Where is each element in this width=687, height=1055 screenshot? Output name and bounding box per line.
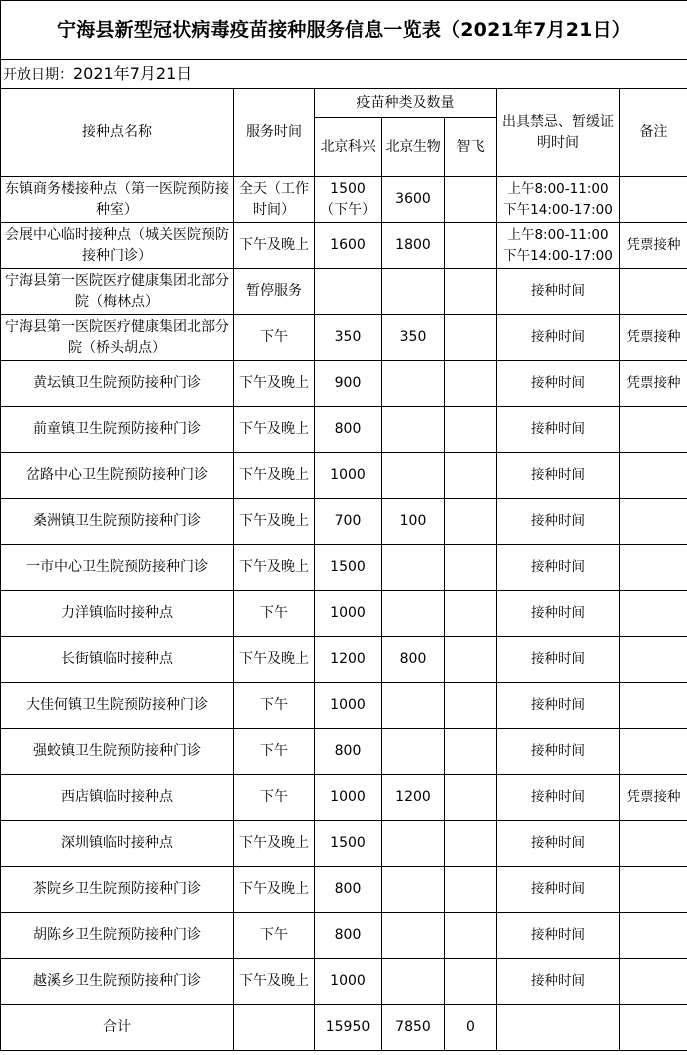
table-row [1,821,687,867]
cell-certificate-time: 上午8:00-11:00 下午14:00-17:00 [497,177,620,223]
cell-kexing: 1000 [315,453,382,499]
table-row [1,315,687,361]
cell-service-time: 下午 [234,683,315,729]
cell-remark [620,867,687,913]
cell-service-time: 下午及晚上 [234,361,315,407]
cell-shengwu [382,591,445,637]
cell-service-time: 全天（工作时间） [234,177,315,223]
cell-shengwu [382,867,445,913]
cell-certificate-time: 接种时间 [497,959,620,1005]
cell-shengwu [382,407,445,453]
cell-zhifei [445,683,497,729]
cell-kexing: 1000 [315,959,382,1005]
header-certificate-time: 出具禁忌、暂缓证明时间 [497,89,620,177]
cell-certificate-time: 接种时间 [497,499,620,545]
table-row [1,453,687,499]
cell-service-time: 下午及晚上 [234,867,315,913]
page-title: 宁海县新型冠状病毒疫苗接种服务信息一览表（2021年7月21日） [1,1,687,60]
cell-remark: 凭票接种 [620,775,687,821]
cell-service-time: 下午及晚上 [234,637,315,683]
cell-certificate-time: 接种时间 [497,591,620,637]
cell-zhifei [445,407,497,453]
cell-service-time: 下午及晚上 [234,545,315,591]
table-row [1,407,687,453]
table-row [1,591,687,637]
cell-shengwu: 1200 [382,775,445,821]
cell-zhifei [445,913,497,959]
cell-site-name: 力洋镇临时接种点 [1,591,234,637]
cell-kexing: 900 [315,361,382,407]
cell-service-time: 下午及晚上 [234,223,315,269]
cell-zhifei [445,637,497,683]
total-remark [620,1005,687,1051]
header-vaccine-kexing: 北京科兴 [315,118,382,177]
cell-shengwu [382,959,445,1005]
cell-service-time: 下午 [234,591,315,637]
cell-shengwu: 350 [382,315,445,361]
header-site-name: 接种点名称 [1,89,234,177]
cell-shengwu [382,361,445,407]
cell-site-name: 深圳镇临时接种点 [1,821,234,867]
cell-service-time: 下午 [234,913,315,959]
cell-site-name: 宁海县第一医院医疗健康集团北部分院（桥头胡点） [1,315,234,361]
header-row-1 [1,89,687,118]
cell-zhifei [445,223,497,269]
cell-kexing: 1200 [315,637,382,683]
cell-shengwu [382,545,445,591]
cell-shengwu [382,821,445,867]
total-certificate-time [497,1005,620,1051]
header-vaccine-group: 疫苗种类及数量 [315,89,497,118]
cell-zhifei [445,729,497,775]
cell-remark: 凭票接种 [620,315,687,361]
table-row [1,223,687,269]
cell-certificate-time: 接种时间 [497,637,620,683]
cell-remark [620,177,687,223]
cell-site-name: 大佳何镇卫生院预防接种门诊 [1,683,234,729]
header-vaccine-zhifei: 智飞 [445,118,497,177]
cell-site-name: 前童镇卫生院预防接种门诊 [1,407,234,453]
cell-site-name: 茶院乡卫生院预防接种门诊 [1,867,234,913]
cell-remark [620,821,687,867]
header-remark: 备注 [620,89,687,177]
cell-shengwu [382,269,445,315]
cell-zhifei [445,315,497,361]
cell-zhifei [445,821,497,867]
cell-site-name: 一市中心卫生院预防接种门诊 [1,545,234,591]
total-service-time [234,1005,315,1051]
cell-remark [620,407,687,453]
cell-remark [620,545,687,591]
cell-zhifei [445,591,497,637]
cell-certificate-time: 接种时间 [497,361,620,407]
cell-kexing: 800 [315,867,382,913]
cell-certificate-time: 接种时间 [497,545,620,591]
cell-service-time: 下午 [234,775,315,821]
cell-zhifei [445,959,497,1005]
cell-kexing: 1500 [315,545,382,591]
cell-kexing: 1500 [315,821,382,867]
cell-kexing: 700 [315,499,382,545]
cell-remark [620,683,687,729]
cell-shengwu [382,913,445,959]
table-row [1,775,687,821]
cell-kexing: 800 [315,729,382,775]
total-label: 合计 [1,1005,234,1051]
cell-site-name: 西店镇临时接种点 [1,775,234,821]
cell-certificate-time: 接种时间 [497,315,620,361]
header-vaccine-shengwu: 北京生物 [382,118,445,177]
cell-certificate-time: 接种时间 [497,867,620,913]
cell-zhifei [445,177,497,223]
total-row [1,1005,687,1051]
title-row [1,1,687,60]
cell-certificate-time: 上午8:00-11:00 下午14:00-17:00 [497,223,620,269]
cell-service-time: 下午及晚上 [234,453,315,499]
total-shengwu: 7850 [382,1005,445,1051]
cell-shengwu [382,453,445,499]
cell-site-name: 长街镇临时接种点 [1,637,234,683]
cell-service-time: 下午 [234,315,315,361]
cell-site-name: 会展中心临时接种点（城关医院预防接种门诊） [1,223,234,269]
header-service-time: 服务时间 [234,89,315,177]
table-row [1,959,687,1005]
cell-certificate-time: 接种时间 [497,269,620,315]
cell-site-name: 宁海县第一医院医疗健康集团北部分院（梅林点） [1,269,234,315]
table-row [1,361,687,407]
cell-remark: 凭票接种 [620,361,687,407]
cell-remark [620,959,687,1005]
cell-kexing: 1000 [315,683,382,729]
open-date-row [1,60,687,89]
cell-shengwu: 100 [382,499,445,545]
total-kexing: 15950 [315,1005,382,1051]
cell-certificate-time: 接种时间 [497,453,620,499]
cell-kexing: 1000 [315,775,382,821]
table-row [1,269,687,315]
cell-site-name: 黄坛镇卫生院预防接种门诊 [1,361,234,407]
table-row [1,683,687,729]
cell-shengwu: 3600 [382,177,445,223]
cell-certificate-time: 接种时间 [497,407,620,453]
cell-remark [620,499,687,545]
cell-remark [620,913,687,959]
cell-kexing: 1000 [315,591,382,637]
cell-zhifei [445,545,497,591]
cell-kexing: 800 [315,407,382,453]
cell-certificate-time: 接种时间 [497,775,620,821]
cell-zhifei [445,361,497,407]
cell-certificate-time: 接种时间 [497,913,620,959]
cell-service-time: 下午及晚上 [234,959,315,1005]
cell-service-time: 下午及晚上 [234,499,315,545]
cell-service-time: 下午及晚上 [234,821,315,867]
cell-site-name: 东镇商务楼接种点（第一医院预防接种室） [1,177,234,223]
cell-zhifei [445,775,497,821]
cell-remark [620,269,687,315]
cell-certificate-time: 接种时间 [497,821,620,867]
table-row [1,913,687,959]
cell-kexing: 350 [315,315,382,361]
cell-certificate-time: 接种时间 [497,729,620,775]
cell-remark [620,591,687,637]
table-row [1,729,687,775]
cell-zhifei [445,499,497,545]
cell-remark [620,729,687,775]
cell-site-name: 强蛟镇卫生院预防接种门诊 [1,729,234,775]
cell-service-time: 暂停服务 [234,269,315,315]
cell-shengwu [382,683,445,729]
cell-remark: 凭票接种 [620,223,687,269]
table-row [1,499,687,545]
table-row [1,545,687,591]
cell-kexing: 800 [315,913,382,959]
cell-kexing: 1500（下午） [315,177,382,223]
cell-kexing [315,269,382,315]
open-date-label: 开放日期： [3,66,73,83]
table-row [1,867,687,913]
cell-shengwu: 1800 [382,223,445,269]
cell-site-name: 越溪乡卫生院预防接种门诊 [1,959,234,1005]
open-date-value: 2021年7月21日 [73,63,193,83]
cell-service-time: 下午及晚上 [234,407,315,453]
cell-zhifei [445,453,497,499]
cell-certificate-time: 接种时间 [497,683,620,729]
cell-zhifei [445,269,497,315]
cell-zhifei [445,867,497,913]
total-zhifei: 0 [445,1005,497,1051]
cell-remark [620,453,687,499]
cell-site-name: 岔路中心卫生院预防接种门诊 [1,453,234,499]
table-row [1,177,687,223]
table-row [1,637,687,683]
cell-remark [620,637,687,683]
cell-shengwu [382,729,445,775]
cell-service-time: 下午 [234,729,315,775]
cell-site-name: 桑洲镇卫生院预防接种门诊 [1,499,234,545]
cell-shengwu: 800 [382,637,445,683]
open-date [1,60,687,89]
cell-kexing: 1600 [315,223,382,269]
cell-site-name: 胡陈乡卫生院预防接种门诊 [1,913,234,959]
